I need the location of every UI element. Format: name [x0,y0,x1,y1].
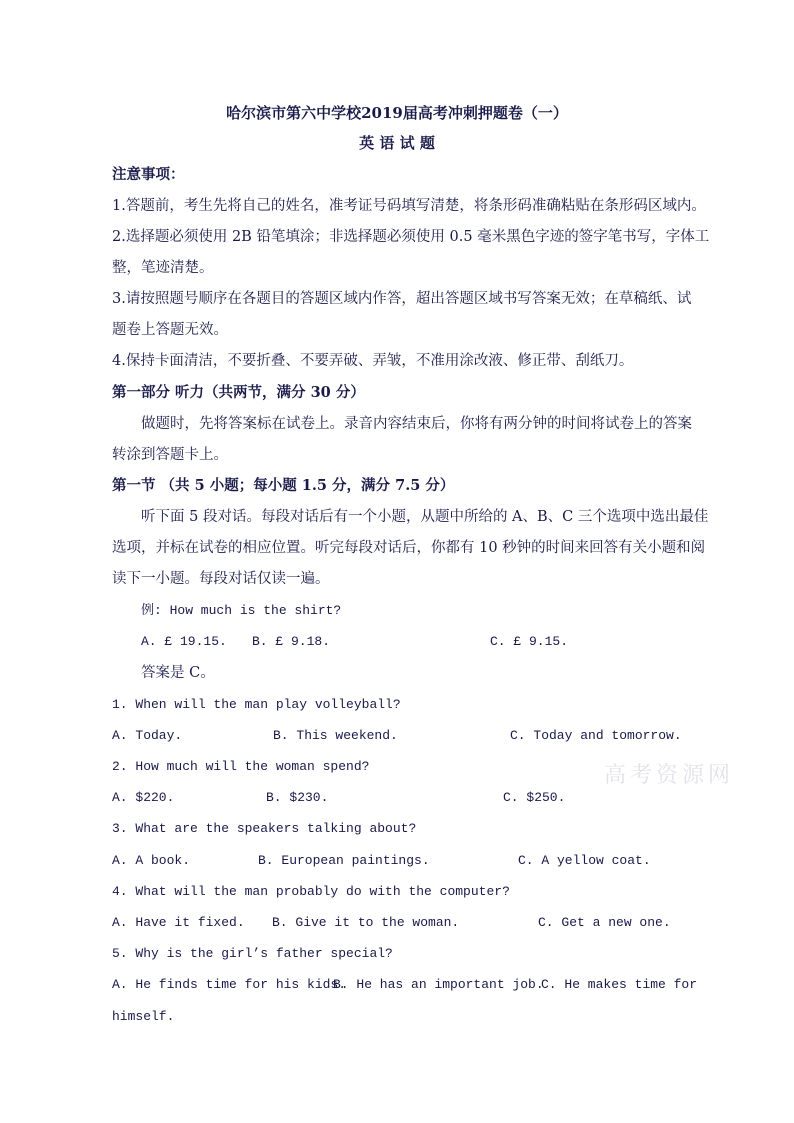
notice-heading: 注意事项： [112,166,185,183]
notice-item-3-cont: 题卷上答题无效。 [112,322,228,338]
section1-intro-line2: 选项，并标在试卷的相应位置。听完每段对话后，你都有 10 秒钟的时间来回答有关小题和阅 [112,540,706,556]
question-5-option-c-cont: himself. [112,1009,175,1024]
example-question: 例: How much is the shirt? [141,603,342,618]
question-2-option-b: B. $230. [266,790,329,805]
question-3: 3. What are the speakers talking about? [112,821,417,836]
question-4-option-a: A. Have it fixed. [112,915,245,930]
example-option-b: B. £ 9.18. [252,634,331,649]
example-answer: 答案是 C。 [141,665,215,681]
question-5-option-b: B. He has an important job. [333,977,544,992]
question-1-option-a: A. Today. [112,728,183,743]
example-option-a: A. £ 19.15. [141,634,227,649]
question-3-option-a: A. A book. [112,853,191,868]
question-1-option-c: C. Today and tomorrow. [510,728,682,743]
question-1-option-b: B. This weekend. [273,728,398,743]
question-4: 4. What will the man probably do with the computer? [112,884,510,899]
question-4-option-c: C. Get a new one. [538,915,671,930]
question-1: 1. When will the man play volleyball? [112,697,401,712]
notice-item-4: 4.保持卡面清洁，不要折叠、不要弄破、弄皱，不准用涂改液、修正带、刮纸刀。 [112,353,634,369]
exam-title: 哈尔滨市第六中学校2019届高考冲刺押题卷（一） [226,104,568,122]
watermark: 高考资源网 [604,763,735,788]
question-5-option-c: C. He makes time for [541,977,698,992]
section1-heading: 第一节 （共 5 小题；每小题 1.5 分，满分 7.5 分） [112,477,455,494]
question-2-option-c: C. $250. [503,790,566,805]
notice-item-1: 1.答题前，考生先将自己的姓名，准考证号码填写清楚，将条形码准确粘贴在条形码区域内。 [112,198,706,214]
question-5-option-a: A. He finds time for his kids. [112,977,347,992]
exam-subtitle: 英 语 试 题 [359,134,435,152]
question-2-option-a: A. $220. [112,790,175,805]
notice-item-2: 2.选择题必须使用 2B 铅笔填涂；非选择题必须使用 0.5 毫米黑色字迹的签字笔书写，字体工 [112,229,710,245]
question-5: 5. Why is the girl’s father special? [112,946,393,961]
question-3-option-c: C. A yellow coat. [518,853,651,868]
part1-intro-line2: 转涂到答题卡上。 [112,447,228,463]
example-option-c: C. £ 9.15. [490,634,569,649]
part1-intro-line1: 做题时，先将答案标在试卷上。录音内容结束后，你将有两分钟的时间将试卷上的答案 [141,416,692,432]
part1-heading: 第一部分 听力（共两节，满分 30 分） [112,384,365,401]
notice-item-3: 3.请按照题号顺序在各题目的答题区域内作答，超出答题区域书写答案无效；在草稿纸、试 [112,291,692,307]
question-2: 2. How much will the woman spend? [112,759,370,774]
notice-item-2-cont: 整，笔迹清楚。 [112,260,214,276]
section1-intro-line3: 读下一小题。每段对话仅读一遍。 [112,571,330,587]
section1-intro-line1: 听下面 5 段对话。每段对话后有一个小题，从题中所给的 A、B、C 三个选项中选出最佳 [141,509,709,525]
question-3-option-b: B. European paintings. [258,853,430,868]
question-4-option-b: B. Give it to the woman. [272,915,460,930]
